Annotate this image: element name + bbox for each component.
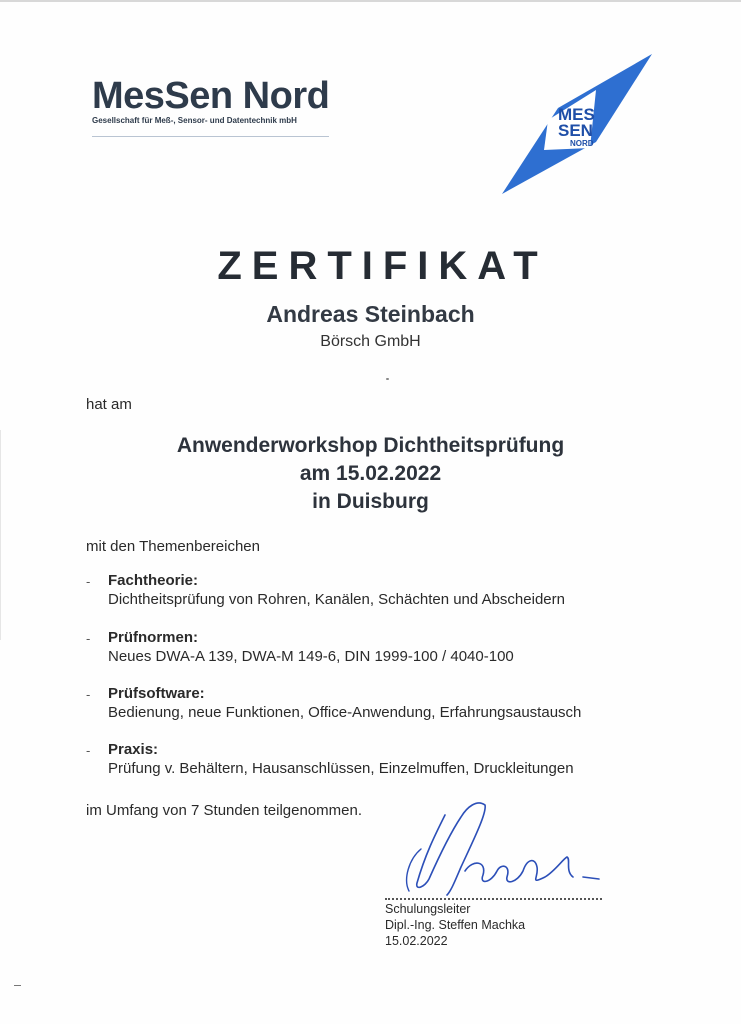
signer-role: Schulungsleiter — [385, 902, 471, 916]
recipient-company: Börsch GmbH — [320, 333, 421, 350]
company-name: MesSen Nord — [92, 75, 330, 117]
topic-text: Bedienung, neue Funktionen, Office-Anwendung, Erfahrungsaustausch — [108, 704, 582, 721]
signature-stroke — [407, 849, 421, 891]
signature-line — [385, 898, 602, 900]
recipient-name: Andreas Steinbach — [266, 301, 475, 327]
signer-date: 15.02.2022 — [385, 934, 448, 948]
closing-text: im Umfang von 7 Stunden teilgenommen. — [86, 802, 362, 819]
event-date: am 15.02.2022 — [299, 462, 442, 485]
header-rule — [92, 136, 329, 137]
topic-text: Neues DWA-A 139, DWA-M 149-6, DIN 1999-100 / 4040-100 — [108, 648, 514, 665]
messen-nord-logo — [500, 50, 652, 196]
event-location: in Duisburg — [312, 490, 429, 513]
margin-mark — [14, 985, 21, 986]
company-header — [92, 74, 329, 125]
topic-bullet: - — [86, 574, 91, 589]
event-block — [0, 432, 741, 516]
topic-text: Dichtheitsprüfung von Rohren, Kanälen, Schächten und Abscheidern — [108, 591, 565, 608]
handwritten-signature — [395, 795, 615, 910]
topic-text: Prüfung v. Behältern, Hausanschlüssen, Einzelmuffen, Druckleitungen — [108, 760, 574, 777]
speck — [386, 378, 389, 380]
signature-stroke — [465, 857, 573, 882]
topic-bullet: - — [86, 631, 91, 646]
logo-text-nord: NORD — [570, 139, 594, 148]
signer-block — [385, 901, 525, 949]
logo-text-sen: SEN — [558, 121, 593, 140]
certificate-title: ZERTIFIKAT — [217, 244, 548, 288]
event-title: Anwenderworkshop Dichtheitsprüfung — [176, 434, 565, 457]
topics-intro: mit den Themenbereichen — [86, 538, 260, 555]
signature-stroke — [417, 803, 485, 895]
intro-text: hat am — [86, 396, 132, 413]
topic-heading: Praxis: — [108, 741, 159, 758]
logo-text-mes: MES — [558, 105, 595, 124]
top-border — [0, 0, 741, 2]
topic-heading: Prüfsoftware: — [108, 685, 205, 702]
topic-bullet: - — [86, 743, 91, 758]
topic-bullet: - — [86, 687, 91, 702]
topic-heading: Prüfnormen: — [108, 629, 198, 646]
company-subtitle: Gesellschaft für Meß-, Sensor- und Datentechnik mbH — [92, 116, 297, 125]
signer-name: Dipl.-Ing. Steffen Machka — [385, 918, 526, 932]
topic-heading: Fachtheorie: — [108, 572, 199, 589]
signature-stroke — [583, 877, 599, 879]
